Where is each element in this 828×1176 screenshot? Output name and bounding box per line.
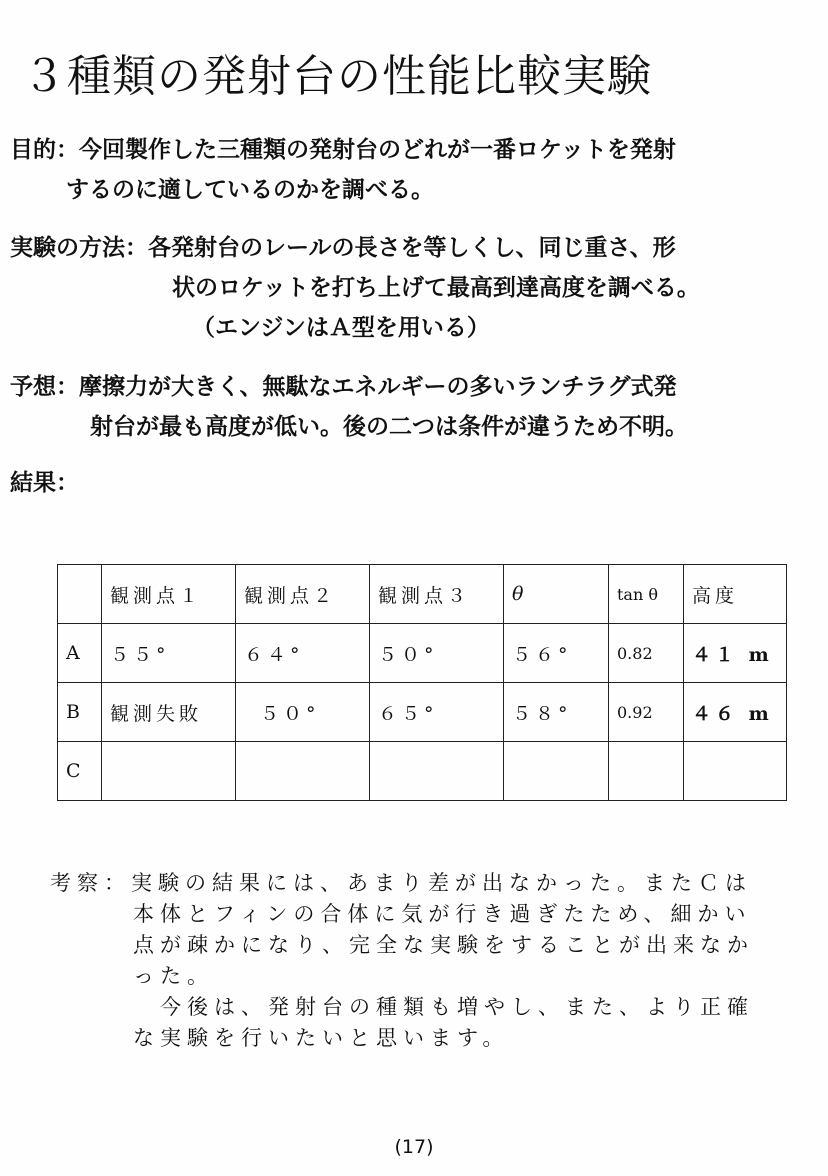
consideration-line-4: った。 (133, 964, 214, 988)
table-cell: ５５° (102, 624, 236, 683)
table-cell (370, 742, 504, 801)
table-cell: ６５° (370, 683, 504, 742)
method-line-2: 状のロケットを打ち上げて最高到達高度を調べる。 (172, 274, 700, 301)
purpose-line-2: するのに適しているのかを調べる。 (66, 176, 434, 203)
row-label: A (58, 624, 102, 683)
table-cell: ５０° (236, 683, 370, 742)
prediction-paragraph (10, 367, 688, 447)
table-header-row (58, 565, 787, 624)
header-cell-altitude: 高度 (684, 565, 787, 624)
method-paragraph (10, 228, 700, 348)
method-line-3: （エンジンはＡ型を用いる） (192, 314, 490, 341)
header-cell-tan-theta: tan θ (609, 565, 684, 624)
consideration-line-2: 本体とフィンの合体に気が行き過ぎたため、細かい (133, 902, 752, 926)
row-label: C (58, 742, 102, 801)
row-label: B (58, 683, 102, 742)
header-cell-point-3: 観測点３ (370, 565, 504, 624)
table-cell (236, 742, 370, 801)
table-cell: 観測失敗 (102, 683, 236, 742)
table-cell: 0.92 (609, 683, 684, 742)
table-cell: ４１ m (684, 624, 787, 683)
page-title: ３種類の発射台の性能比較実験 (22, 51, 652, 102)
table-row (58, 624, 787, 683)
result-label: 結果： (10, 469, 79, 496)
consideration-line-3: 点が疎かになり、完全な実験をすることが出来なか (133, 933, 754, 957)
page-number: (17) (394, 1136, 434, 1158)
header-cell-point-2: 観測点２ (236, 565, 370, 624)
table-cell: ５６° (504, 624, 609, 683)
table-row (58, 742, 787, 801)
table-cell (609, 742, 684, 801)
header-cell-point-1: 観測点１ (102, 565, 236, 624)
table-cell (102, 742, 236, 801)
method-line-1: 実験の方法：各発射台のレールの長さを等しくし、同じ重さ、形 (10, 234, 676, 261)
table-cell (504, 742, 609, 801)
consideration-line-5: 今後は、発射台の種類も増やし、また、より正確 (133, 995, 754, 1019)
header-cell-corner (58, 565, 102, 624)
purpose-line-1: 目的：今回製作した三種類の発射台のどれが一番ロケットを発射 (10, 136, 676, 163)
table-cell: 0.82 (609, 624, 684, 683)
prediction-line-2: 射台が最も高度が低い。後の二つは条件が違うため不明。 (90, 413, 688, 440)
purpose-paragraph (10, 130, 676, 210)
consideration-line-6: な実験を行いたいと思います。 (133, 1026, 510, 1050)
table-cell: ５８° (504, 683, 609, 742)
table-cell: ４６ m (684, 683, 787, 742)
results-table (57, 564, 787, 801)
consideration-paragraph (50, 868, 754, 1054)
table-row (58, 683, 787, 742)
table-cell: ６４° (236, 624, 370, 683)
consideration-line-1: 考察：実験の結果には、あまり差が出なかった。またＣは (50, 871, 752, 895)
table-cell: ５０° (370, 624, 504, 683)
table-cell (684, 742, 787, 801)
prediction-line-1: 予想：摩擦力が大きく、無駄なエネルギーの多いランチラグ式発 (10, 373, 677, 400)
header-cell-theta: θ (504, 565, 609, 624)
